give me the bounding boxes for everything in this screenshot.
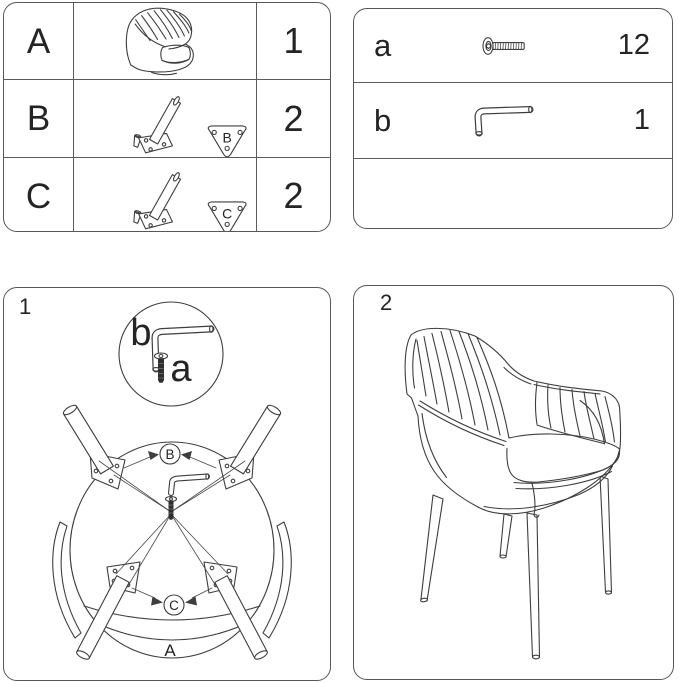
assembled-chair <box>405 328 620 658</box>
step-1-panel <box>3 287 331 681</box>
hardware-letter: a <box>374 27 392 63</box>
hardware-letter: b <box>374 102 392 138</box>
step-1-diagram <box>4 288 329 679</box>
step-number: 1 <box>19 294 32 319</box>
bracket-plate-icon <box>208 202 246 232</box>
part-letter-cell <box>4 79 73 157</box>
assembled-chair-drawing <box>354 286 672 678</box>
svg-text:C: C <box>169 598 179 613</box>
part-letter: C <box>25 176 52 216</box>
bracket-letter: C <box>222 205 233 222</box>
bracket-label-bottom <box>132 588 212 615</box>
step-2-panel <box>353 285 674 680</box>
hardware-row <box>354 9 672 82</box>
chair-leg-icon <box>74 80 256 158</box>
allen-key-label: b <box>130 312 152 354</box>
hardware-empty-row <box>354 158 672 228</box>
part-letter: A <box>26 21 51 61</box>
part-qty-cell <box>256 3 330 79</box>
bracket-letter: B <box>222 128 232 145</box>
hardware-table <box>353 8 673 229</box>
part-qty: 2 <box>283 97 304 139</box>
step-number: 2 <box>380 290 393 315</box>
part-qty-cell <box>256 79 330 157</box>
bracket-plate-icon <box>208 125 246 156</box>
bracket-label-top <box>124 444 216 468</box>
bolt-icon <box>166 497 177 520</box>
part-letter-cell <box>4 157 73 232</box>
part-qty: 2 <box>283 175 304 216</box>
allen-key-icon <box>459 104 549 138</box>
seat-label: A <box>164 641 176 660</box>
part-letter-cell <box>4 3 73 79</box>
part-icon-cell <box>73 3 256 79</box>
part-qty-cell <box>256 157 330 232</box>
hardware-row <box>354 82 672 158</box>
part-letter: B <box>26 99 51 138</box>
hardware-qty: 12 <box>617 29 650 61</box>
part-icon-cell <box>73 157 256 232</box>
hardware-qty: 1 <box>633 104 650 136</box>
bolt-icon <box>459 36 549 56</box>
bolt-label: a <box>170 348 192 390</box>
part-qty: 1 <box>283 20 304 61</box>
armchair-front-icon <box>74 3 256 79</box>
tools-callout <box>119 302 223 406</box>
svg-text:B: B <box>165 447 175 462</box>
seat-underside-diagram <box>53 403 291 660</box>
chair-leg-icon <box>74 158 256 232</box>
parts-table <box>3 2 331 232</box>
part-icon-cell <box>73 79 256 157</box>
